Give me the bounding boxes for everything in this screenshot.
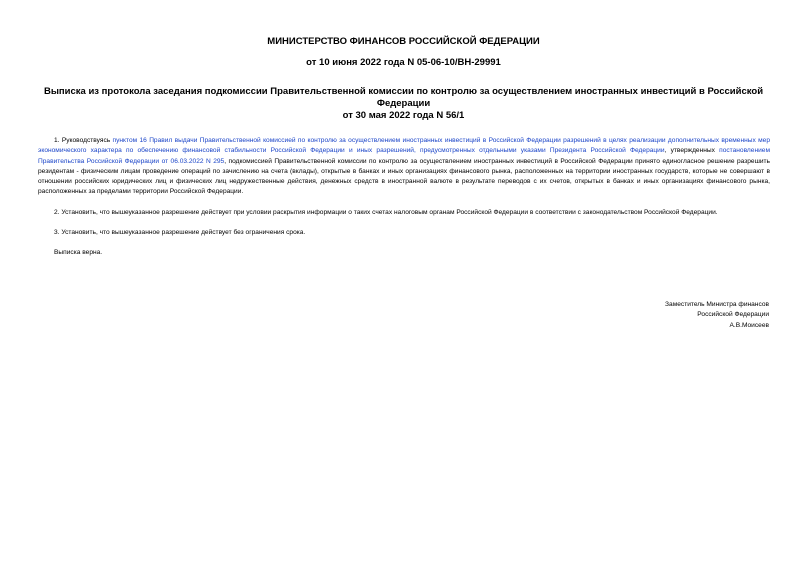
signer-position: Заместитель Министра финансов [665, 301, 769, 308]
paragraph-1 [38, 136, 770, 198]
closing-statement: Выписка верна. [54, 249, 103, 257]
paragraph-3: 3. Установить, что вышеуказанное разрешение действует без ограничения срока. [54, 229, 306, 237]
paragraph-1-approved: , утвержденных [664, 147, 720, 155]
paragraph-1-decision: , подкомиссией Правительственной комиссии по контролю за осуществлением иностранных инвестиций в Российской Федерации принято единогласное решение разрешить резидентам - физическим лицам проведение операций по зачислению на счета (вклады), открытые в банках и иных организациях финансового рынка, расположенных на территории иностранных государств, которые не совершают в отношении российских юридических лиц и физических лиц недружественные действия, денежных средств в иностранной валюте в результате переводов с их счетов, открытых в банках и иных организациях финансового рынка, расположенных за пределами территории Российской Федерации. [38, 157, 770, 196]
ministry-heading: МИНИСТЕРСТВО ФИНАНСОВ РОССИЙСКОЙ ФЕДЕРАЦИИ [267, 36, 540, 47]
signature-block [665, 300, 769, 331]
signer-name: А.В.Моисеев [729, 321, 769, 329]
extract-title-line-2: от 30 мая 2022 года N 56/1 [342, 110, 465, 121]
extract-title-line-1: Выписка из протокола заседания подкомиссии Правительственной комиссии по контролю за осуществлением иностранных инвестиций в Российской Федерации [43, 86, 764, 109]
extract-title [20, 86, 787, 122]
signer-country: Российской Федерации [697, 311, 769, 319]
government-decree-295-link[interactable]: постановлением Правительства Российской Федерации от 06.03.2022 N 295 [38, 147, 770, 165]
paragraph-1-intro: 1. Руководствуясь [54, 137, 113, 144]
rules-point-16-link[interactable]: пунктом 16 Правил выдачи Правительственной комиссией по контролю за осуществлением иностранных инвестиций в Российской Федерации разрешений в целях реализации дополнительных временных мер экономического характера по обеспечению финансовой стабильности Российской Федерации и иных разрешений, предусмотренных отдельными указами Президента Российской Федерации [38, 137, 770, 155]
paragraph-2: 2. Установить, что вышеуказанное разрешение действует при условии раскрытия информации о таких счетах налоговым органам Российской Федерации в соответствии с законодательством Российской Федерации. [54, 208, 718, 216]
document-date-number: от 10 июня 2022 года N 05-06-10/ВН-29991 [306, 57, 501, 68]
document-body [38, 136, 770, 259]
